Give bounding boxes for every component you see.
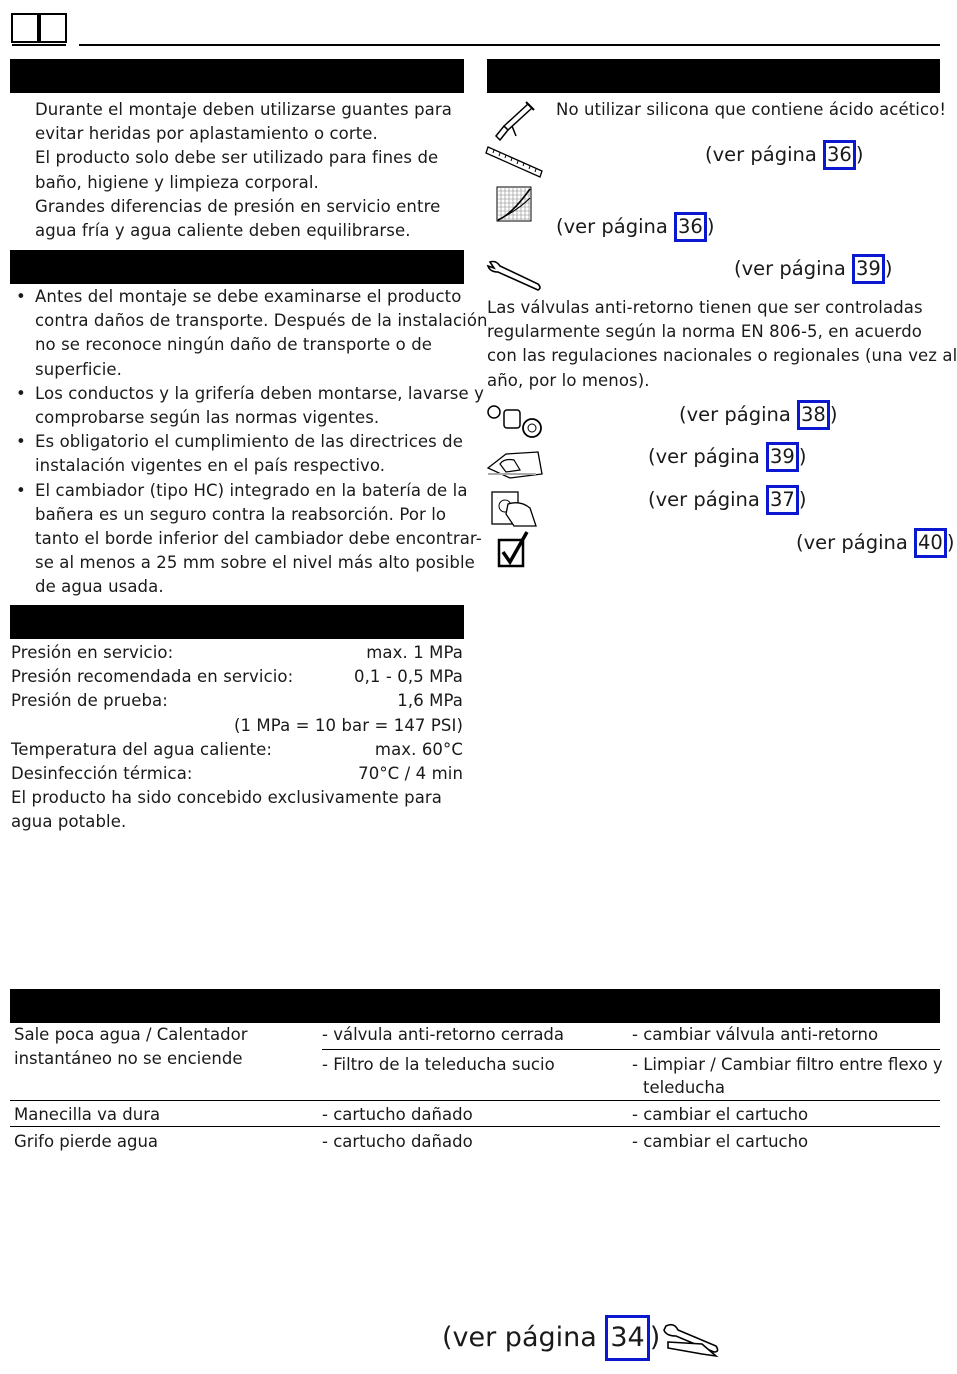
installation-list <box>11 285 488 600</box>
spec-value: max. 1 MPa <box>366 643 463 662</box>
wrench-icon <box>486 258 544 292</box>
ref-paren: ) <box>798 488 807 511</box>
text-line: El producto ha sido concebido exclusivamente para <box>11 788 443 808</box>
ref-paren: ) <box>855 143 864 166</box>
cause-cell: - válvula anti-retorno cerrada <box>322 1025 565 1044</box>
text-line: instalación vigentes en el país respectivo. <box>35 456 386 476</box>
header-rule <box>79 44 940 46</box>
ref-text: (ver página <box>796 531 914 554</box>
section-bar-troubleshooting <box>10 989 940 1023</box>
cleaning-hand-icon <box>486 444 544 482</box>
remedy-cell: - cambiar el cartucho <box>632 1132 809 1151</box>
spec-row <box>11 665 463 689</box>
spec-value: 1,6 MPa <box>397 691 463 711</box>
page-link-box[interactable]: 34 <box>605 1315 649 1361</box>
operation-hand-icon <box>490 486 540 528</box>
spec-row <box>11 762 463 786</box>
ref-text: (ver página <box>648 488 766 511</box>
ref-flow-diagram <box>556 212 714 242</box>
text-line: Grandes diferencias de presión en servicio entre <box>35 196 441 216</box>
page-link-box[interactable]: 39 <box>852 254 885 284</box>
ref-paren: ) <box>884 257 893 280</box>
remedy-text: - Limpiar / Cambiar filtro entre flexo y <box>632 1054 943 1074</box>
table-subrow <box>322 1050 943 1100</box>
text-line: Durante el montaje deben utilizarse guantes para <box>35 100 452 119</box>
text-line: superficie. <box>35 359 123 379</box>
text-line: agua fría y agua caliente deben equilibrarse. <box>35 221 411 241</box>
remedy-text: teleducha <box>643 1078 725 1097</box>
remedy-cell: - cambiar válvula anti-retorno <box>632 1025 879 1044</box>
ref-paren: ) <box>798 445 807 468</box>
flow-diagram-icon <box>496 186 532 222</box>
problem-cell: Grifo pierde agua <box>14 1132 159 1151</box>
text-line: tanto el borde inferior del cambiador debe encontrar- <box>35 529 482 549</box>
page-link-box[interactable]: 39 <box>766 442 799 472</box>
list-item <box>11 285 488 382</box>
spec-value: (1 MPa = 10 bar = 147 PSI) <box>233 715 463 735</box>
page-link-box[interactable]: 36 <box>823 140 856 170</box>
ref-text: (ver página <box>556 215 674 238</box>
text-line: agua potable. <box>11 812 127 832</box>
text-line: bañera es un seguro contra la reabsorción. Por lo <box>35 504 447 524</box>
ref-text: (ver página <box>679 403 797 426</box>
ref-operation <box>648 485 806 515</box>
ref-text: (ver página <box>648 445 766 468</box>
remedy-cell <box>632 1053 943 1100</box>
page-link-box[interactable]: 38 <box>797 400 830 430</box>
text-line: se al menos a 25 mm sobre el nivel más alto posible <box>35 553 475 573</box>
checkbox-check-icon <box>497 530 531 568</box>
spec-row <box>11 641 463 665</box>
ref-text: (ver página <box>734 257 852 280</box>
section-bar-safety <box>10 59 464 93</box>
open-book-icon <box>10 10 68 48</box>
section-bar-installation <box>10 250 464 284</box>
technical-specs <box>11 641 463 835</box>
spec-label: Presión de prueba: <box>11 691 168 711</box>
table-row <box>10 1023 943 1101</box>
spec-label: Presión recomendada en servicio: <box>11 667 294 687</box>
spec-row <box>11 738 463 762</box>
text-line: de agua usada. <box>35 577 164 597</box>
silicone-gun-icon <box>490 100 536 142</box>
text-line: comprobarse según las normas vigentes. <box>35 408 380 428</box>
table-subrow <box>322 1023 940 1050</box>
check-valve-text <box>487 296 957 393</box>
table-row <box>10 1101 940 1128</box>
troubleshooting-table <box>10 1023 943 1154</box>
ref-maintenance <box>734 254 892 284</box>
section-bar-symbols <box>487 59 940 93</box>
sub-rows <box>322 1023 943 1100</box>
spare-parts-icon <box>486 402 544 440</box>
footer-ref <box>442 1315 660 1361</box>
text-line: baño, higiene y limpieza corporal. <box>35 172 319 192</box>
cause-cell: - cartucho dañado <box>322 1104 473 1124</box>
cause-cell: - Filtro de la teleducha sucio <box>322 1054 555 1074</box>
problem-text: instantáneo no se enciende <box>14 1048 243 1068</box>
spec-value: max. 60°C <box>374 739 463 759</box>
ref-test-mark <box>796 528 954 558</box>
ruler-icon <box>486 143 544 179</box>
problem-cell <box>10 1023 322 1100</box>
list-item <box>11 479 482 600</box>
ref-paren: ) <box>649 1322 661 1353</box>
text-line: año, por lo menos). <box>487 370 650 390</box>
section-bar-technical-data <box>10 605 464 639</box>
table-row <box>10 1127 940 1154</box>
spec-value: 0,1 - 0,5 MPa <box>353 667 463 687</box>
tools-icon <box>662 1320 720 1360</box>
spec-row <box>11 714 463 738</box>
text-line: contra daños de transporte. Después de la instalación <box>35 311 488 331</box>
problem-cell: Manecilla va dura <box>14 1104 161 1124</box>
text-line: Las válvulas anti-retorno tienen que ser controladas <box>487 298 923 317</box>
spec-label: Temperatura del agua caliente: <box>11 739 273 759</box>
text-line: • Antes del montaje se debe examinarse el producto <box>35 287 462 306</box>
page-link-box[interactable]: 40 <box>914 528 947 558</box>
ref-spare-parts <box>679 400 837 430</box>
remedy-cell: - cambiar el cartucho <box>632 1104 809 1124</box>
ref-paren: ) <box>946 531 955 554</box>
text-line: • Los conductos y la grifería deben montarse, lavarse y <box>35 383 484 403</box>
text-line: evitar heridas por aplastamiento o corte. <box>35 124 378 144</box>
ref-text: (ver página <box>442 1322 606 1353</box>
text-line: • El cambiador (tipo HC) integrado en la batería de la <box>35 480 468 500</box>
page-link-box[interactable]: 36 <box>674 212 707 242</box>
spec-value: 70°C / 4 min <box>358 764 463 784</box>
ref-text: (ver página <box>705 143 823 166</box>
spec-row <box>11 689 463 713</box>
text-line: El producto solo debe ser utilizado para fines de <box>35 148 439 168</box>
ref-paren: ) <box>706 215 715 238</box>
text-line: con las regulaciones nacionales o regionales (una vez al <box>487 346 957 366</box>
safety-text <box>35 98 465 243</box>
ref-dimensions <box>705 140 863 170</box>
text-line: • Es obligatorio el cumplimiento de las directrices de <box>35 432 463 452</box>
ref-cleaning <box>648 442 806 472</box>
ref-paren: ) <box>829 403 838 426</box>
silicone-warning: No utilizar silicona que contiene ácido acético! <box>556 100 947 119</box>
spec-label: Presión en servicio: <box>11 643 174 662</box>
spec-label: Desinfección térmica: <box>11 764 193 784</box>
text-line: no se reconoce ningún daño de transporte o de <box>35 335 433 355</box>
list-item <box>11 430 471 478</box>
page-link-box[interactable]: 37 <box>766 485 799 515</box>
problem-text: Sale poca agua / Calentador <box>14 1025 248 1044</box>
cause-cell: - cartucho dañado <box>322 1132 473 1151</box>
list-item <box>11 382 484 430</box>
text-line: regularmente según la norma EN 806-5, en acuerdo <box>487 322 922 342</box>
